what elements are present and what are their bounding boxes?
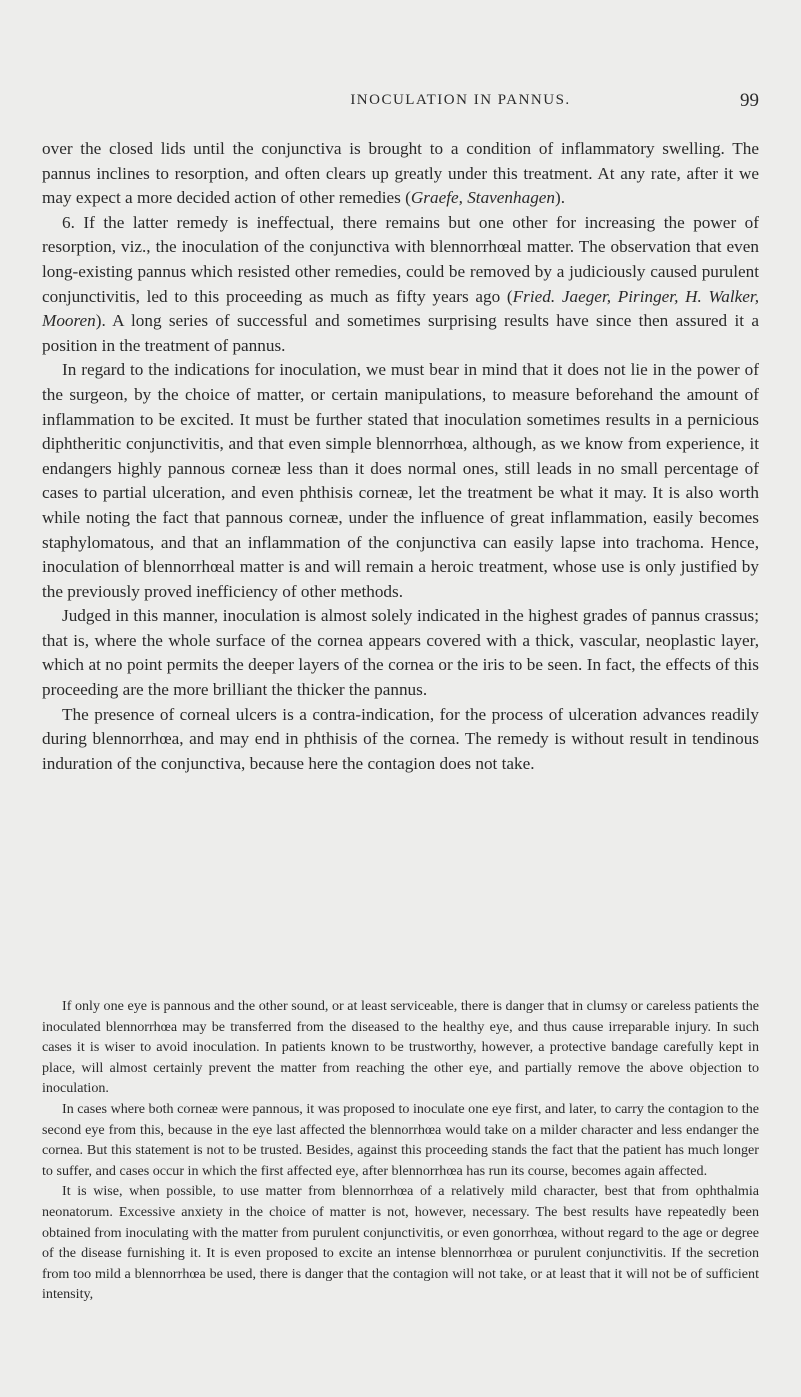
paragraph-1-end: ). (555, 188, 566, 208)
paragraph-2 (42, 211, 759, 359)
paragraph-2-citation: Fried. Jaeger, Piringer, H. Walker, Mooren (42, 286, 759, 331)
paragraph-1-citation: Graefe, Stavenhagen (410, 188, 556, 208)
paragraph-4: Judged in this manner, inoculation is almost solely indicated in the highest grades of pannus crassus; that is, where the whole surface of the cornea appears covered with a thick, vascular, neoplastic layer, which at no point permits the deeper layers of the cornea or the iris to be seen. In fact, the effects of this proceeding are the more brilliant the thicker the pannus. (42, 606, 759, 700)
page-header (42, 90, 759, 114)
main-text (42, 137, 759, 776)
paragraph-1 (42, 137, 759, 211)
note-2: In cases where both corneæ were pannous, it was proposed to inoculate one eye first, and later, to carry the contagion to the second eye from this, because in the eye last affected the blennorrhœa would take on a milder character and less endanger the cornea. But this statement is not to be trusted. Besides, against this proceeding stands the fact that the patient has much longer to suffer, and cases occur in which the first affected eye, after blennorrhœa has run its course, becomes again affected. (42, 1100, 759, 1179)
paragraph-2-text: 6. If the latter remedy is ineffectual, there remains but one other for increasing the power of resorption, viz., the inoculation of the conjunctiva with blennorrhœal matter. The observation that even long-existing pannus which resisted other remedies, could be removed by a judiciously caused purulent conjunctivitis, led to this proceeding as much as fifty years ago ( (42, 212, 759, 306)
note-1: If only one eye is pannous and the other sound, or at least serviceable, there is danger that in clumsy or careless patients the inoculated blennorrhœa may be transferred from the diseased to the healthy eye, and thus cause irreparable injury. In such cases it is wiser to avoid inoculation. In patients known to be trustworthy, however, a protective bandage carefully kept in place, will almost certainly prevent the matter from reaching the other eye, and partially remove the above objection to inoculation. (42, 998, 759, 1097)
running-head: INOCULATION IN PANNUS. (350, 92, 571, 108)
paragraph-5: The presence of corneal ulcers is a contra-indication, for the process of ulceration advances readily during blennorrhœa, and may end in phthisis of the cornea. The remedy is without result in tendinous induration of the conjunctiva, because here the contagion does not take. (42, 704, 759, 773)
page-number: 99 (740, 90, 759, 111)
small-print-notes (42, 996, 759, 1305)
paragraph-3: In regard to the indications for inoculation, we must bear in mind that it does not lie in the power of the surgeon, by the choice of matter, or certain manipulations, to measure beforehand the amount of inflammation to be excited. It must be further stated that inoculation sometimes results in a pernicious diphtheritic conjunctivitis, and that even simple blennorrhœa, although, as we know from experience, it endangers highly pannous corneæ less than it does normal ones, still leads in no small percentage of cases to partial ulceration, and even phthisis corneæ, let the treatment be what it may. It is also worth while noting the fact that pannous corneæ, under the influence of great inflammation, easily becomes staphylomatous, and that an inflammation of the conjunctiva can easily lapse into trachoma. Hence, inoculation of blennorrhœal matter is and will remain a heroic treatment, whose use is only justified by the previously proved inefficiency of other methods. (42, 360, 759, 601)
note-3: It is wise, when possible, to use matter from blennorrhœa of a relatively mild character, best that from ophthalmia neonatorum. Excessive anxiety in the choice of matter is not, however, necessary. The best results have repeatedly been obtained from inoculating with the matter from purulent conjunctivitis, or even gonorrhœa, without regard to the age or degree of the disease furnishing it. It is even proposed to excite an intense blennorrhœa or purulent conjunctivitis. If the secretion from too mild a blennorrhœa be used, there is danger that the contagion will not take, or at least that it will not be of sufficient intensity, (42, 1183, 759, 1303)
paragraph-2-end: ). A long series of successful and sometimes surprising results have since then assured it a position in the treatment of pannus. (42, 311, 759, 355)
paragraph-1-text: over the closed lids until the conjunctiva is brought to a condition of inflammatory swelling. The pannus inclines to resorption, and often clears up greatly under this treatment. At any rate, after it we may expect a more decided action of other remedies ( (42, 139, 759, 208)
